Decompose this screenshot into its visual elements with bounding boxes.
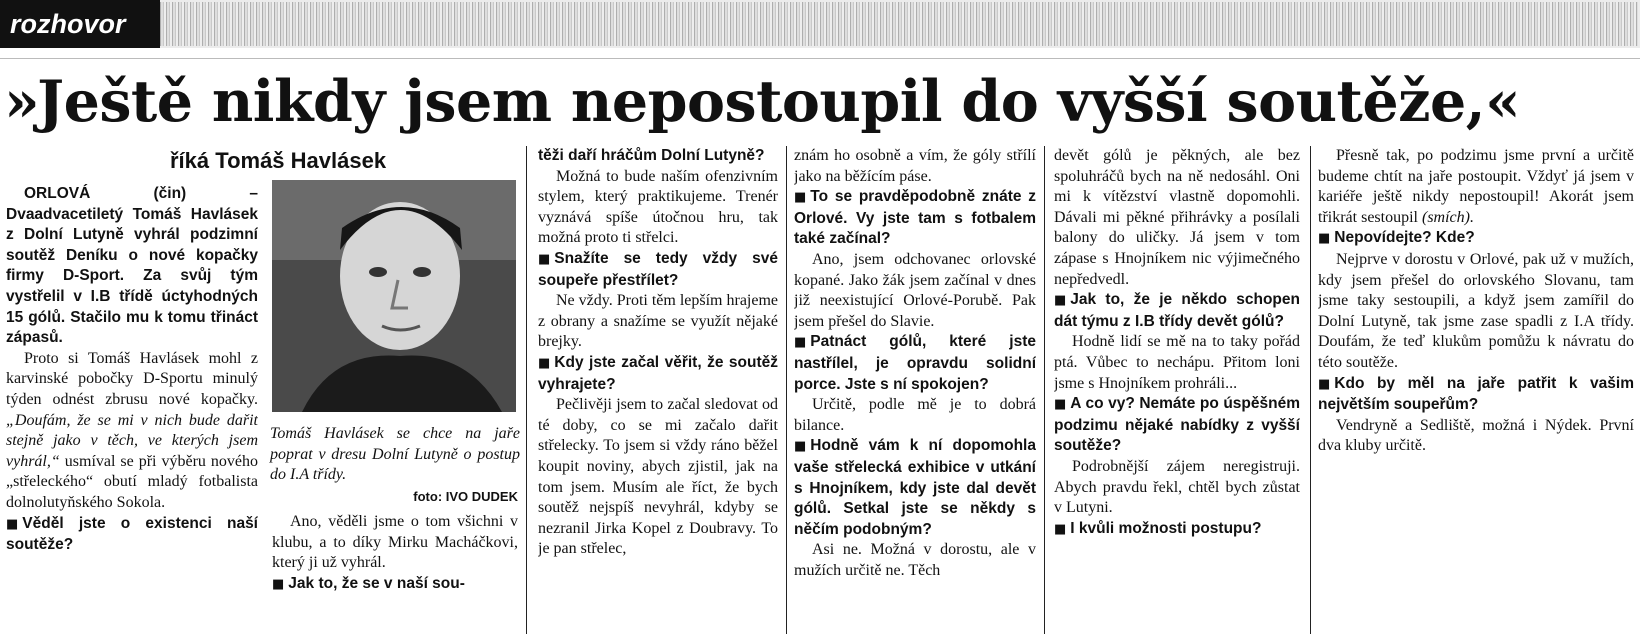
interview-question bbox=[1318, 374, 1634, 416]
article-column-6 bbox=[1318, 146, 1634, 634]
interview-question bbox=[538, 353, 778, 395]
article-paragraph: Určitě, podle mě je to dobrá bilance. bbox=[794, 396, 1036, 434]
interview-question bbox=[1054, 519, 1300, 541]
article-paragraph: Ano, věděli jsme o tom všichni v klubu, a to díky Mirku Macháčkovi, který ji už vyhrál. bbox=[272, 513, 518, 572]
article-paragraph-continued: znám ho osobně a vím, že góly střílí jako na běžícím páse. bbox=[794, 147, 1036, 185]
question-text: Kdy jste začal věřit, že soutěž vyhrajete? bbox=[538, 353, 778, 393]
article-column-2 bbox=[272, 512, 518, 634]
square-bullet-icon: ■ bbox=[1318, 231, 1331, 247]
headline: »Ještě nikdy jsem nepostoupil do vyšší soutěže,« bbox=[4, 68, 1521, 135]
photo-credit: foto: IVO DUDEK bbox=[413, 489, 518, 504]
article-paragraph: Hodně lidí se mě na to taky pořád ptá. Vůbec to nechápu. Přitom loni jsme s Hnojníkem prohráli... bbox=[1054, 333, 1300, 392]
article-column-5 bbox=[1054, 146, 1300, 634]
question-text: Jak to, že se v naší sou- bbox=[288, 574, 465, 592]
square-bullet-icon: ■ bbox=[272, 576, 285, 592]
article-paragraph: Ne vždy. Proti těm lepším hrajeme z obrany a snažíme se využít nějaké brejky. bbox=[538, 292, 778, 351]
question-text: Patnáct gólů, které jste nastřílel, je opravdu solidní porce. Jste s ní spokojen? bbox=[794, 333, 1036, 393]
square-bullet-icon: ■ bbox=[6, 516, 19, 532]
headline-top-rule bbox=[0, 58, 1640, 59]
question-text: Věděl jste o existenci naší soutěže? bbox=[6, 514, 258, 554]
column-divider bbox=[526, 146, 527, 634]
article-paragraph-continued: devět gólů je pěkných, ale bez spoluhráčů bych na ně nedosáhl. Oni mi k vítězství vlastně dopomohli. Dávali mi pěkné přihrávky a posílali balony do uličky. Já jsem v tom zápase s Hnojníkem nic výjimečného nepředvedl. bbox=[1054, 147, 1300, 288]
article-paragraph: Nejprve v dorostu v Orlové, pak už v mužích, kdy jsem přešel do orlovského Slovanu, tam jsme taky sestoupili, a když jsem zamířil do Dolní Lutyně, tak jsme zase spadli z I.A třídy. Doufám, že teď klukům pomůžu k návratu do této soutěže. bbox=[1318, 250, 1634, 371]
square-bullet-icon: ■ bbox=[1318, 376, 1331, 392]
square-bullet-icon: ■ bbox=[1054, 521, 1067, 537]
square-bullet-icon: ■ bbox=[1054, 397, 1067, 413]
question-text: A co vy? Nemáte po úspěšném podzimu nějaké nabídky z vyšší soutěže? bbox=[1054, 395, 1300, 455]
square-bullet-icon: ■ bbox=[538, 251, 551, 267]
article-column-4 bbox=[794, 146, 1036, 634]
interview-question-continued: těži daří hráčům Dolní Lutyně? bbox=[538, 147, 765, 164]
square-bullet-icon: ■ bbox=[1054, 293, 1067, 309]
paragraph-text: Proto si Tomáš Havlásek mohl z karvinské pobočky D-Sportu minulý týden odnést zbrusu nové kopačky. bbox=[6, 349, 258, 408]
question-text: Jak to, že je někdo schopen dát týmu z I.B třídy devět gólů? bbox=[1054, 291, 1300, 330]
quote-text: „Doufám, že se mi v nich bude dařit stejně jako v těch, ve kterých jsem vyhrál,“ bbox=[6, 411, 258, 470]
interview-question bbox=[1054, 290, 1300, 332]
article-lead: ORLOVÁ (čin) – Dvaadvacetiletý Tomáš Havlásek z Dolní Lutyně vyhrál podzimní soutěž Deníku o nové kopačky firmy D-Sport. Za svůj tým vystřelil v I.B třídě úctyhodných 15 gólů. Stačilo mu k tomu třináct zápasů. bbox=[6, 185, 258, 347]
square-bullet-icon: ■ bbox=[538, 355, 551, 371]
aside-text: (smích). bbox=[1421, 208, 1474, 226]
column-divider bbox=[1310, 146, 1311, 634]
article-paragraph: Vendryně a Sedliště, možná i Nýdek. První dva kluby určitě. bbox=[1318, 416, 1634, 455]
column-divider bbox=[1044, 146, 1045, 634]
question-text: Snažíte se tedy vždy své soupeře přestřílet? bbox=[538, 249, 778, 289]
article-paragraph: Asi ne. Možná v dorostu, ale v mužích určitě ne. Těch bbox=[794, 541, 1036, 579]
section-label: rozhovor bbox=[0, 0, 160, 48]
article-paragraph: Pečlivěji jsem to začal sledovat od té doby, co se mi začalo dařit střelecky. To jsem si vždy ráno běžel koupit noviny, abych zjistil, jak na tom jsem. Musím ale říct, že bych soutěž nejspíš nevyhrál, kdyby se nezranil Jirka Kopel z Doubravy. To je pan střelec, bbox=[538, 396, 778, 558]
square-bullet-icon: ■ bbox=[794, 439, 807, 455]
article-column-3 bbox=[538, 146, 778, 634]
paragraph-text: usmíval se při výběru nového „střeleckého“ obutí mladý fotbalista dolnolutyňského Sokola. bbox=[6, 452, 258, 511]
paragraph-text: Přesně tak, po podzimu jsme první a určitě budeme chtít na jaře postoupit. Vždyť já jsem v kariéře ještě nikdy nepostoupil! Akorát jsem třikrát sestoupil bbox=[1318, 147, 1634, 226]
article-paragraph bbox=[1318, 146, 1634, 228]
square-bullet-icon: ■ bbox=[794, 335, 807, 351]
question-text: Nepovídejte? Kde? bbox=[1334, 229, 1475, 247]
player-photo bbox=[272, 180, 516, 412]
interview-question bbox=[794, 332, 1036, 395]
square-bullet-icon: ■ bbox=[794, 190, 807, 206]
subheadline: říká Tomáš Havlásek bbox=[170, 148, 387, 173]
interview-question bbox=[272, 574, 518, 596]
column-divider bbox=[786, 146, 787, 634]
article-paragraph: Podrobnější zájem neregistruji. Abych pravdu řekl, chtěl bych zůstat v Lutyni. bbox=[1054, 457, 1300, 517]
question-text: Kdo by měl na jaře patřit k vašim největším soupeřům? bbox=[1318, 374, 1634, 414]
interview-question bbox=[538, 249, 778, 291]
header-texture bbox=[160, 2, 1638, 46]
article-paragraph bbox=[6, 349, 258, 514]
photo-caption: Tomáš Havlásek se chce na jaře poprat v dresu Dolní Lutyně o postup do I.A třídy. bbox=[270, 425, 520, 484]
question-text: To se pravděpodobně znáte z Orlové. Vy jste tam s fotbalem také začínal? bbox=[794, 188, 1036, 248]
question-text: Hodně vám k ní dopomohla vaše střelecká exhibice v utkání s Hnojníkem, kdy jste dal devět gólů. Setkal jste se někdy s něčím podobným? bbox=[794, 437, 1036, 538]
article-paragraph: Ano, jsem odchovanec orlovské kopané. Jako žák jsem začínal v dnes již neexistující Orlové-Porubě. Pak jsem přešel do Slavie. bbox=[794, 250, 1036, 330]
portrait-image bbox=[272, 180, 516, 412]
interview-question bbox=[1054, 394, 1300, 457]
question-text: I kvůli možnosti postupu? bbox=[1070, 519, 1262, 537]
article-paragraph: Možná to bude naším ofenzivním stylem, který praktikujeme. Trenér vyznává spíše útočnou hru, tak možná proto ti střelci. bbox=[538, 167, 778, 247]
interview-question bbox=[1318, 228, 1634, 250]
interview-question bbox=[6, 514, 258, 556]
interview-question bbox=[794, 436, 1036, 540]
article-column-1 bbox=[6, 184, 258, 634]
interview-question bbox=[794, 187, 1036, 250]
